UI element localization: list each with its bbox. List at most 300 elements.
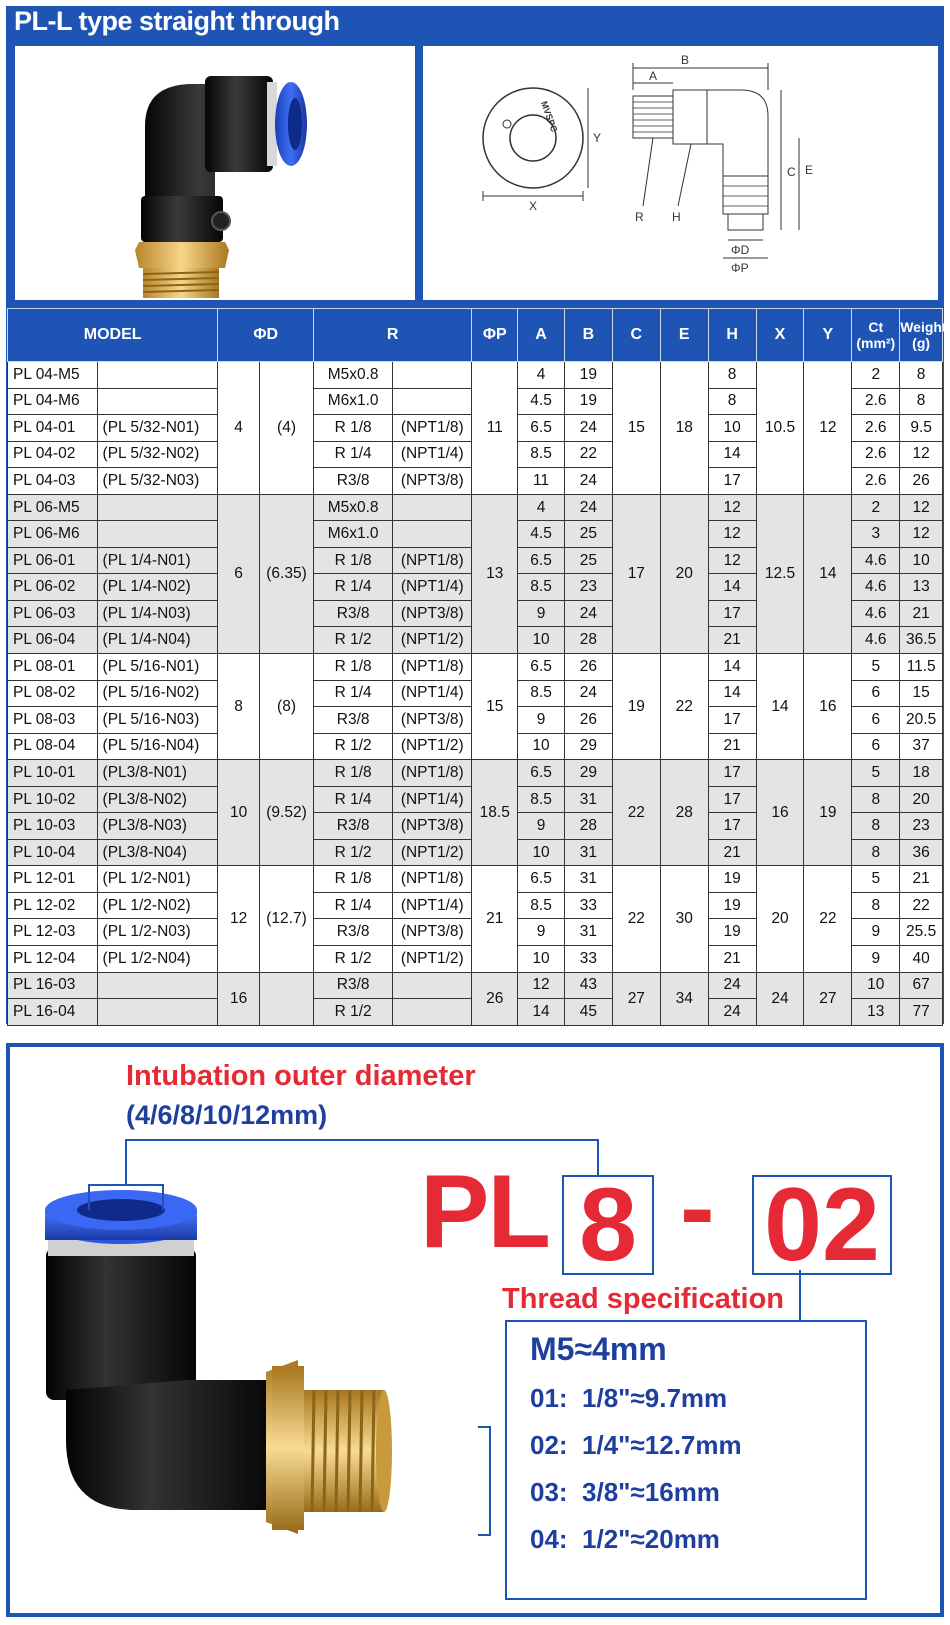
cell-npt: (NPT1/8) bbox=[393, 866, 472, 893]
cell-h: 24 bbox=[708, 999, 756, 1026]
thread-code: 02: bbox=[530, 1430, 568, 1460]
cell-npt: (NPT1/2) bbox=[393, 946, 472, 973]
cell-model-alt: (PL 1/4-N02) bbox=[97, 574, 218, 601]
cell-model-alt: (PL 1/2-N02) bbox=[97, 892, 218, 919]
cell-ct: 2.6 bbox=[852, 388, 900, 415]
cell-model-alt: (PL3/8-N02) bbox=[97, 786, 218, 813]
cell-r: R3/8 bbox=[314, 468, 393, 495]
cell-a: 6.5 bbox=[518, 866, 565, 893]
cell-x: 10.5 bbox=[756, 362, 804, 495]
cell-npt: (NPT1/4) bbox=[393, 892, 472, 919]
cell-ct: 13 bbox=[852, 999, 900, 1026]
cell-model: PL 08-02 bbox=[8, 680, 98, 707]
cell-r: R 1/8 bbox=[314, 547, 393, 574]
thread-value: 1/4"≈12.7mm bbox=[582, 1430, 742, 1460]
cell-model-alt: (PL3/8-N04) bbox=[97, 839, 218, 866]
label-x: X bbox=[529, 199, 538, 213]
cell-y: 27 bbox=[804, 972, 852, 1025]
header-r: R bbox=[314, 309, 472, 362]
cell-h: 21 bbox=[708, 627, 756, 654]
header-ct-unit: (mm²) bbox=[856, 335, 896, 351]
cell-b: 19 bbox=[564, 388, 612, 415]
cell-model-alt: (PL 1/4-N03) bbox=[97, 600, 218, 627]
size-code-box: 8 bbox=[562, 1175, 654, 1275]
header-a: A bbox=[518, 309, 565, 362]
cell-weight: 26 bbox=[900, 468, 943, 495]
cell-model: PL 06-04 bbox=[8, 627, 98, 654]
cell-x: 20 bbox=[756, 866, 804, 972]
cell-npt: (NPT3/8) bbox=[393, 600, 472, 627]
cell-ct: 2.6 bbox=[852, 441, 900, 468]
cell-model: PL 08-01 bbox=[8, 654, 98, 681]
cell-h: 12 bbox=[708, 521, 756, 548]
cell-h: 21 bbox=[708, 839, 756, 866]
cell-weight: 21 bbox=[900, 866, 943, 893]
cell-b: 28 bbox=[564, 627, 612, 654]
cell-weight: 20 bbox=[900, 786, 943, 813]
page-title: PL-L type straight through bbox=[14, 6, 340, 36]
cell-d: 4 bbox=[218, 362, 260, 495]
cell-b: 26 bbox=[564, 707, 612, 734]
cell-d: 10 bbox=[218, 760, 260, 866]
cell-b: 31 bbox=[564, 866, 612, 893]
cell-a: 8.5 bbox=[518, 786, 565, 813]
cell-model: PL 16-03 bbox=[8, 972, 98, 999]
cell-model: PL 12-03 bbox=[8, 919, 98, 946]
thread-code-box: 02 bbox=[752, 1175, 892, 1275]
cell-r: M6x1.0 bbox=[314, 521, 393, 548]
cell-a: 6.5 bbox=[518, 654, 565, 681]
cell-h: 17 bbox=[708, 760, 756, 787]
cell-model: PL 06-M5 bbox=[8, 494, 98, 521]
cell-h: 21 bbox=[708, 733, 756, 760]
cell-model-alt: (PL 1/2-N01) bbox=[97, 866, 218, 893]
cell-model: PL 06-03 bbox=[8, 600, 98, 627]
cell-p: 18.5 bbox=[472, 760, 518, 866]
cell-r: R3/8 bbox=[314, 600, 393, 627]
header-weight-unit: (g) bbox=[912, 335, 931, 351]
cell-model-alt: (PL3/8-N03) bbox=[97, 813, 218, 840]
cell-weight: 18 bbox=[900, 760, 943, 787]
cell-model: PL 04-02 bbox=[8, 441, 98, 468]
cell-c: 15 bbox=[612, 362, 660, 495]
cell-e: 20 bbox=[660, 494, 708, 653]
diameter-label: Intubation outer diameter bbox=[126, 1060, 476, 1092]
cell-weight: 67 bbox=[900, 972, 943, 999]
label-h: H bbox=[672, 210, 681, 224]
cell-weight: 23 bbox=[900, 813, 943, 840]
cell-b: 33 bbox=[564, 946, 612, 973]
cell-p: 15 bbox=[472, 654, 518, 760]
thread-spec-label: Thread specification bbox=[502, 1283, 785, 1315]
cell-ct: 3 bbox=[852, 521, 900, 548]
cell-r: R 1/8 bbox=[314, 415, 393, 442]
cell-ct: 9 bbox=[852, 946, 900, 973]
cell-a: 8.5 bbox=[518, 441, 565, 468]
cell-r: R 1/4 bbox=[314, 680, 393, 707]
thread-m5: M5≈4mm bbox=[530, 1331, 667, 1367]
label-b: B bbox=[681, 53, 690, 67]
header-e: E bbox=[660, 309, 708, 362]
cell-e: 30 bbox=[660, 866, 708, 972]
header-weight-top: Weight bbox=[900, 319, 947, 335]
cell-npt: (NPT1/4) bbox=[393, 441, 472, 468]
cell-model-alt: (PL 5/32-N03) bbox=[97, 468, 218, 495]
cell-r: M5x0.8 bbox=[314, 362, 393, 389]
cell-a: 10 bbox=[518, 839, 565, 866]
cell-b: 23 bbox=[564, 574, 612, 601]
cell-a: 9 bbox=[518, 813, 565, 840]
cell-ct: 9 bbox=[852, 919, 900, 946]
cell-c: 27 bbox=[612, 972, 660, 1025]
cell-npt: (NPT1/4) bbox=[393, 786, 472, 813]
cell-model: PL 04-M6 bbox=[8, 388, 98, 415]
cell-weight: 11.5 bbox=[900, 654, 943, 681]
cell-model-alt: (PL 5/32-N01) bbox=[97, 415, 218, 442]
cell-model: PL 06-01 bbox=[8, 547, 98, 574]
cell-model: PL 04-M5 bbox=[8, 362, 98, 389]
cell-b: 22 bbox=[564, 441, 612, 468]
cell-y: 14 bbox=[804, 494, 852, 653]
cell-x: 12.5 bbox=[756, 494, 804, 653]
cell-e: 28 bbox=[660, 760, 708, 866]
header-ct-top: Ct bbox=[868, 319, 884, 335]
thread-value: 3/8"≈16mm bbox=[582, 1477, 720, 1507]
cell-b: 28 bbox=[564, 813, 612, 840]
cell-a: 6.5 bbox=[518, 760, 565, 787]
cell-model: PL 06-M6 bbox=[8, 521, 98, 548]
cell-r: M5x0.8 bbox=[314, 494, 393, 521]
cell-ct: 4.6 bbox=[852, 600, 900, 627]
cell-weight: 25.5 bbox=[900, 919, 943, 946]
drawing-mark: MVSPC bbox=[538, 99, 560, 134]
cell-model: PL 10-04 bbox=[8, 839, 98, 866]
label-y: Y bbox=[593, 131, 602, 145]
cell-r: R3/8 bbox=[314, 972, 393, 999]
cell-r: R 1/2 bbox=[314, 839, 393, 866]
cell-y: 12 bbox=[804, 362, 852, 495]
cell-a: 9 bbox=[518, 707, 565, 734]
cell-h: 12 bbox=[708, 494, 756, 521]
cell-model: PL 04-01 bbox=[8, 415, 98, 442]
cell-ct: 5 bbox=[852, 654, 900, 681]
cell-model: PL 10-01 bbox=[8, 760, 98, 787]
cell-r: R3/8 bbox=[314, 813, 393, 840]
label-c: C bbox=[787, 165, 796, 179]
cell-r: M6x1.0 bbox=[314, 388, 393, 415]
cell-b: 25 bbox=[564, 521, 612, 548]
cell-a: 4.5 bbox=[518, 388, 565, 415]
cell-npt: (NPT1/4) bbox=[393, 680, 472, 707]
model-prefix: PL bbox=[420, 1154, 549, 1270]
cell-h: 17 bbox=[708, 707, 756, 734]
cell-b: 24 bbox=[564, 415, 612, 442]
cell-r: R3/8 bbox=[314, 707, 393, 734]
label-r: R bbox=[635, 210, 644, 224]
cell-h: 14 bbox=[708, 654, 756, 681]
header-c: C bbox=[612, 309, 660, 362]
header-b: B bbox=[564, 309, 612, 362]
cell-h: 17 bbox=[708, 786, 756, 813]
cell-model-alt: (PL3/8-N01) bbox=[97, 760, 218, 787]
cell-model-alt: (PL 5/16-N02) bbox=[97, 680, 218, 707]
cell-h: 10 bbox=[708, 415, 756, 442]
cell-a: 10 bbox=[518, 946, 565, 973]
thread-code: 01: bbox=[530, 1383, 568, 1413]
cell-weight: 22 bbox=[900, 892, 943, 919]
header-p: ΦP bbox=[472, 309, 518, 362]
cell-model-alt: (PL 1/4-N01) bbox=[97, 547, 218, 574]
cell-e: 34 bbox=[660, 972, 708, 1025]
label-d: ΦD bbox=[731, 243, 750, 257]
cell-e: 22 bbox=[660, 654, 708, 760]
header-x: X bbox=[756, 309, 804, 362]
cell-b: 26 bbox=[564, 654, 612, 681]
cell-model: PL 10-03 bbox=[8, 813, 98, 840]
cell-y: 22 bbox=[804, 866, 852, 972]
cell-b: 19 bbox=[564, 362, 612, 389]
cell-h: 19 bbox=[708, 892, 756, 919]
cell-d-inch: (6.35) bbox=[259, 494, 313, 653]
cell-d-inch: (8) bbox=[259, 654, 313, 760]
cell-weight: 15 bbox=[900, 680, 943, 707]
cell-ct: 5 bbox=[852, 866, 900, 893]
cell-r: R 1/4 bbox=[314, 892, 393, 919]
thread-line-02 bbox=[530, 1430, 742, 1461]
cell-d: 6 bbox=[218, 494, 260, 653]
cell-a: 4 bbox=[518, 362, 565, 389]
cell-ct: 8 bbox=[852, 813, 900, 840]
cell-npt: (NPT1/8) bbox=[393, 547, 472, 574]
model-dash: - bbox=[680, 1150, 715, 1266]
cell-b: 31 bbox=[564, 839, 612, 866]
cell-h: 14 bbox=[708, 680, 756, 707]
cell-a: 12 bbox=[518, 972, 565, 999]
cell-ct: 6 bbox=[852, 707, 900, 734]
cell-model-alt: (PL 5/16-N01) bbox=[97, 654, 218, 681]
cell-c: 22 bbox=[612, 760, 660, 866]
cell-npt: (NPT1/8) bbox=[393, 760, 472, 787]
cell-weight: 21 bbox=[900, 600, 943, 627]
cell-model-alt: (PL 1/2-N03) bbox=[97, 919, 218, 946]
cell-y: 19 bbox=[804, 760, 852, 866]
cell-d-inch: (12.7) bbox=[259, 866, 313, 972]
cell-b: 24 bbox=[564, 680, 612, 707]
cell-model: PL 12-01 bbox=[8, 866, 98, 893]
cell-r: R 1/8 bbox=[314, 866, 393, 893]
cell-h: 14 bbox=[708, 574, 756, 601]
cell-ct: 6 bbox=[852, 733, 900, 760]
cell-h: 19 bbox=[708, 866, 756, 893]
cell-npt: (NPT1/4) bbox=[393, 574, 472, 601]
cell-npt: (NPT3/8) bbox=[393, 813, 472, 840]
cell-model: PL 10-02 bbox=[8, 786, 98, 813]
cell-d-inch: (9.52) bbox=[259, 760, 313, 866]
cell-a: 11 bbox=[518, 468, 565, 495]
cell-weight: 12 bbox=[900, 521, 943, 548]
cell-b: 33 bbox=[564, 892, 612, 919]
cell-a: 9 bbox=[518, 600, 565, 627]
cell-model: PL 08-03 bbox=[8, 707, 98, 734]
cell-d-inch: (4) bbox=[259, 362, 313, 495]
cell-npt: (NPT3/8) bbox=[393, 707, 472, 734]
cell-weight: 36 bbox=[900, 839, 943, 866]
cell-a: 14 bbox=[518, 999, 565, 1026]
cell-npt: (NPT1/8) bbox=[393, 654, 472, 681]
cell-ct: 2.6 bbox=[852, 468, 900, 495]
cell-p: 11 bbox=[472, 362, 518, 495]
cell-a: 8.5 bbox=[518, 892, 565, 919]
label-e: E bbox=[805, 163, 814, 177]
cell-weight: 12 bbox=[900, 494, 943, 521]
cell-npt: (NPT3/8) bbox=[393, 468, 472, 495]
cell-ct: 8 bbox=[852, 892, 900, 919]
header-d: ΦD bbox=[218, 309, 314, 362]
cell-e: 18 bbox=[660, 362, 708, 495]
cell-model: PL 04-03 bbox=[8, 468, 98, 495]
cell-r: R 1/2 bbox=[314, 627, 393, 654]
cell-model-alt: (PL 1/2-N04) bbox=[97, 946, 218, 973]
cell-ct: 8 bbox=[852, 786, 900, 813]
cell-a: 10 bbox=[518, 733, 565, 760]
cell-weight: 12 bbox=[900, 441, 943, 468]
header-y: Y bbox=[804, 309, 852, 362]
cell-p: 21 bbox=[472, 866, 518, 972]
cell-ct: 8 bbox=[852, 839, 900, 866]
cell-d: 16 bbox=[218, 972, 260, 1025]
cell-ct: 4.6 bbox=[852, 574, 900, 601]
cell-weight: 37 bbox=[900, 733, 943, 760]
cell-p: 13 bbox=[472, 494, 518, 653]
label-p: ΦP bbox=[731, 261, 749, 275]
thread-line-03 bbox=[530, 1477, 720, 1508]
cell-npt: (NPT1/8) bbox=[393, 415, 472, 442]
cell-model: PL 12-02 bbox=[8, 892, 98, 919]
cell-weight: 8 bbox=[900, 388, 943, 415]
cell-c: 17 bbox=[612, 494, 660, 653]
cell-r: R 1/2 bbox=[314, 946, 393, 973]
cell-h: 12 bbox=[708, 547, 756, 574]
cell-model: PL 06-02 bbox=[8, 574, 98, 601]
cell-ct: 5 bbox=[852, 760, 900, 787]
cell-h: 14 bbox=[708, 441, 756, 468]
cell-r: R 1/2 bbox=[314, 733, 393, 760]
cell-y: 16 bbox=[804, 654, 852, 760]
cell-b: 25 bbox=[564, 547, 612, 574]
cell-model: PL 16-04 bbox=[8, 999, 98, 1026]
cell-a: 6.5 bbox=[518, 547, 565, 574]
cell-weight: 13 bbox=[900, 574, 943, 601]
cell-b: 31 bbox=[564, 786, 612, 813]
cell-b: 24 bbox=[564, 494, 612, 521]
cell-model-alt: (PL 1/4-N04) bbox=[97, 627, 218, 654]
cell-b: 29 bbox=[564, 733, 612, 760]
cell-weight: 77 bbox=[900, 999, 943, 1026]
cell-ct: 4.6 bbox=[852, 547, 900, 574]
cell-b: 43 bbox=[564, 972, 612, 999]
cell-a: 8.5 bbox=[518, 680, 565, 707]
thread-line-01 bbox=[530, 1383, 727, 1414]
cell-h: 17 bbox=[708, 600, 756, 627]
cell-d: 12 bbox=[218, 866, 260, 972]
cell-model-alt: (PL 5/32-N02) bbox=[97, 441, 218, 468]
cell-b: 45 bbox=[564, 999, 612, 1026]
cell-r: R3/8 bbox=[314, 919, 393, 946]
cell-h: 21 bbox=[708, 946, 756, 973]
cell-model: PL 12-04 bbox=[8, 946, 98, 973]
cell-weight: 20.5 bbox=[900, 707, 943, 734]
cell-h: 17 bbox=[708, 468, 756, 495]
cell-p: 26 bbox=[472, 972, 518, 1025]
cell-npt: (NPT3/8) bbox=[393, 919, 472, 946]
cell-b: 24 bbox=[564, 600, 612, 627]
cell-ct: 4.6 bbox=[852, 627, 900, 654]
cell-x: 16 bbox=[756, 760, 804, 866]
cell-a: 10 bbox=[518, 627, 565, 654]
cell-c: 19 bbox=[612, 654, 660, 760]
cell-r: R 1/2 bbox=[314, 999, 393, 1026]
header-model: MODEL bbox=[8, 309, 218, 362]
cell-a: 4.5 bbox=[518, 521, 565, 548]
cell-h: 8 bbox=[708, 362, 756, 389]
thread-value: 1/2"≈20mm bbox=[582, 1524, 720, 1554]
cell-weight: 36.5 bbox=[900, 627, 943, 654]
cell-model-alt: (PL 5/16-N03) bbox=[97, 707, 218, 734]
thread-value: 1/8"≈9.7mm bbox=[582, 1383, 728, 1413]
cell-model: PL 08-04 bbox=[8, 733, 98, 760]
cell-ct: 6 bbox=[852, 680, 900, 707]
cell-npt: (NPT1/2) bbox=[393, 627, 472, 654]
cell-weight: 40 bbox=[900, 946, 943, 973]
cell-x: 14 bbox=[756, 654, 804, 760]
cell-h: 17 bbox=[708, 813, 756, 840]
cell-ct: 2 bbox=[852, 494, 900, 521]
cell-b: 24 bbox=[564, 468, 612, 495]
cell-r: R 1/4 bbox=[314, 574, 393, 601]
cell-a: 9 bbox=[518, 919, 565, 946]
cell-ct: 2.6 bbox=[852, 415, 900, 442]
cell-r: R 1/4 bbox=[314, 786, 393, 813]
cell-h: 19 bbox=[708, 919, 756, 946]
cell-npt: (NPT1/2) bbox=[393, 733, 472, 760]
cell-weight: 8 bbox=[900, 362, 943, 389]
diameter-range: (4/6/8/10/12mm) bbox=[126, 1100, 328, 1130]
cell-h: 8 bbox=[708, 388, 756, 415]
cell-r: R 1/4 bbox=[314, 441, 393, 468]
cell-a: 6.5 bbox=[518, 415, 565, 442]
label-a: A bbox=[649, 69, 658, 83]
cell-weight: 9.5 bbox=[900, 415, 943, 442]
cell-b: 31 bbox=[564, 919, 612, 946]
cell-r: R 1/8 bbox=[314, 760, 393, 787]
cell-c: 22 bbox=[612, 866, 660, 972]
cell-d: 8 bbox=[218, 654, 260, 760]
thread-code: 03: bbox=[530, 1477, 568, 1507]
cell-b: 29 bbox=[564, 760, 612, 787]
cell-a: 4 bbox=[518, 494, 565, 521]
cell-npt: (NPT1/2) bbox=[393, 839, 472, 866]
cell-ct: 2 bbox=[852, 362, 900, 389]
cell-weight: 10 bbox=[900, 547, 943, 574]
cell-x: 24 bbox=[756, 972, 804, 1025]
cell-h: 24 bbox=[708, 972, 756, 999]
header-h: H bbox=[708, 309, 756, 362]
cell-a: 8.5 bbox=[518, 574, 565, 601]
cell-model-alt: (PL 5/16-N04) bbox=[97, 733, 218, 760]
cell-r: R 1/8 bbox=[314, 654, 393, 681]
thread-line-04 bbox=[530, 1524, 720, 1555]
cell-ct: 10 bbox=[852, 972, 900, 999]
